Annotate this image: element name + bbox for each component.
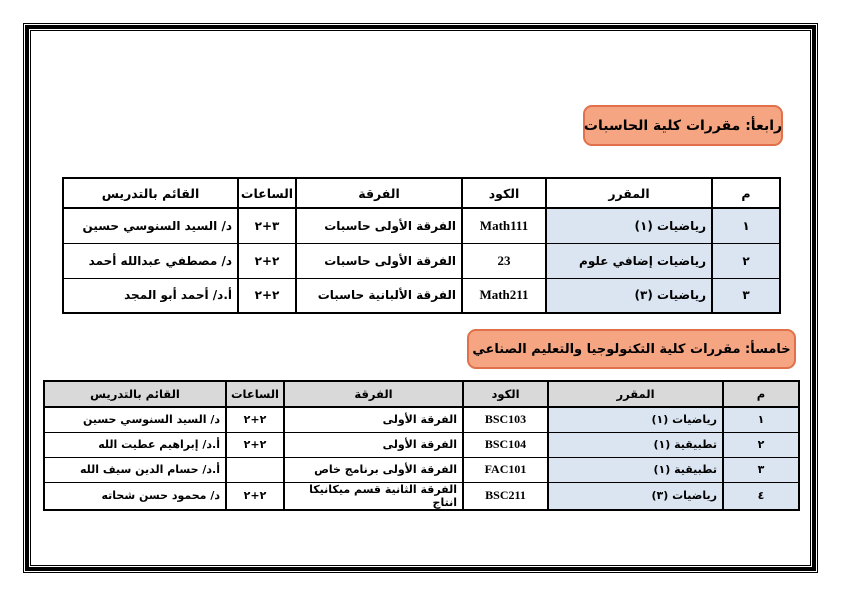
row-number-cell: ١ [712,208,780,243]
computers-faculty-courses-table [62,177,781,314]
row-number-cell: ٣ [723,457,799,482]
header-hours: الساعات [226,381,284,407]
teacher-cell: د/ السيد السنوسي حسين [63,208,238,243]
table-row [44,457,799,482]
header-hours: الساعات [238,178,296,208]
row-number-cell: ٤ [723,482,799,510]
teacher-cell: أ.د/ حسام الدين سيف الله [44,457,226,482]
table-row [63,278,780,313]
teacher-cell: أ.د/ إبراهيم عطيت الله [44,432,226,457]
class-cell: الفرقة الأولى [284,407,463,432]
code-cell: BSC211 [463,482,548,510]
course-cell: رياضيات (٣) [546,278,712,313]
header-course: المقرر [546,178,712,208]
hours-cell: ٢+٢ [238,278,296,313]
teacher-cell: د/ مصطفي عبدالله أحمد [63,243,238,278]
course-cell: رياضيات (١) [548,407,723,432]
row-number-cell: ٢ [712,243,780,278]
header-teacher: القائم بالتدريس [44,381,226,407]
course-cell: رياضيات إضافي علوم [546,243,712,278]
section-title-computers-faculty [583,105,783,146]
class-cell: الفرقة الأولى حاسبات [296,243,462,278]
section-title-text: رابعأ: مقررات كلية الحاسبات [583,117,783,134]
table-row [44,482,799,510]
table-row [63,208,780,243]
hours-cell: ٢+٢ [238,243,296,278]
class-cell: الفرقة الثانية قسم ميكانيكا انتاج [284,482,463,510]
table-header-row [63,178,780,208]
code-cell: BSC104 [463,432,548,457]
code-cell: Math111 [462,208,546,243]
class-cell: الفرقة الأولى برنامج خاص [284,457,463,482]
hours-cell: ٢+٢ [226,432,284,457]
table-row [63,243,780,278]
row-number-cell: ٢ [723,432,799,457]
header-course: المقرر [548,381,723,407]
header-num: م [723,381,799,407]
code-cell: Math211 [462,278,546,313]
table-row [44,432,799,457]
course-cell: رياضيات (١) [546,208,712,243]
table-header-row [44,381,799,407]
teacher-cell: د/ السيد السنوسي حسين [44,407,226,432]
teacher-cell: أ.د/ أحمد أبو المجد [63,278,238,313]
code-cell: BSC103 [463,407,548,432]
course-cell: تطبيقية (١) [548,432,723,457]
header-num: م [712,178,780,208]
class-cell: الفرقة الأولى [284,432,463,457]
class-cell: الفرقة الألبانية حاسبات [296,278,462,313]
header-code: الكود [463,381,548,407]
section-title-text: خامسأ: مقررات كلية التكنولوجيا والتعليم الصناعي [472,341,791,357]
code-cell: 23 [462,243,546,278]
technology-faculty-courses-table [43,380,800,511]
hours-cell: ٢+٢ [226,407,284,432]
course-cell: تطبيقية (١) [548,457,723,482]
course-cell: رياضيات (٣) [548,482,723,510]
hours-cell: ٢+٢ [226,482,284,510]
row-number-cell: ٣ [712,278,780,313]
table-row [44,407,799,432]
header-teacher: القائم بالتدريس [63,178,238,208]
code-cell: FAC101 [463,457,548,482]
header-class: الفرقة [296,178,462,208]
hours-cell: ٣+٢ [238,208,296,243]
header-code: الكود [462,178,546,208]
hours-cell [226,457,284,482]
header-class: الفرقة [284,381,463,407]
section-title-technology-faculty [467,329,796,369]
teacher-cell: د/ محمود حسن شحاته [44,482,226,510]
class-cell: الفرقة الأولى حاسبات [296,208,462,243]
row-number-cell: ١ [723,407,799,432]
